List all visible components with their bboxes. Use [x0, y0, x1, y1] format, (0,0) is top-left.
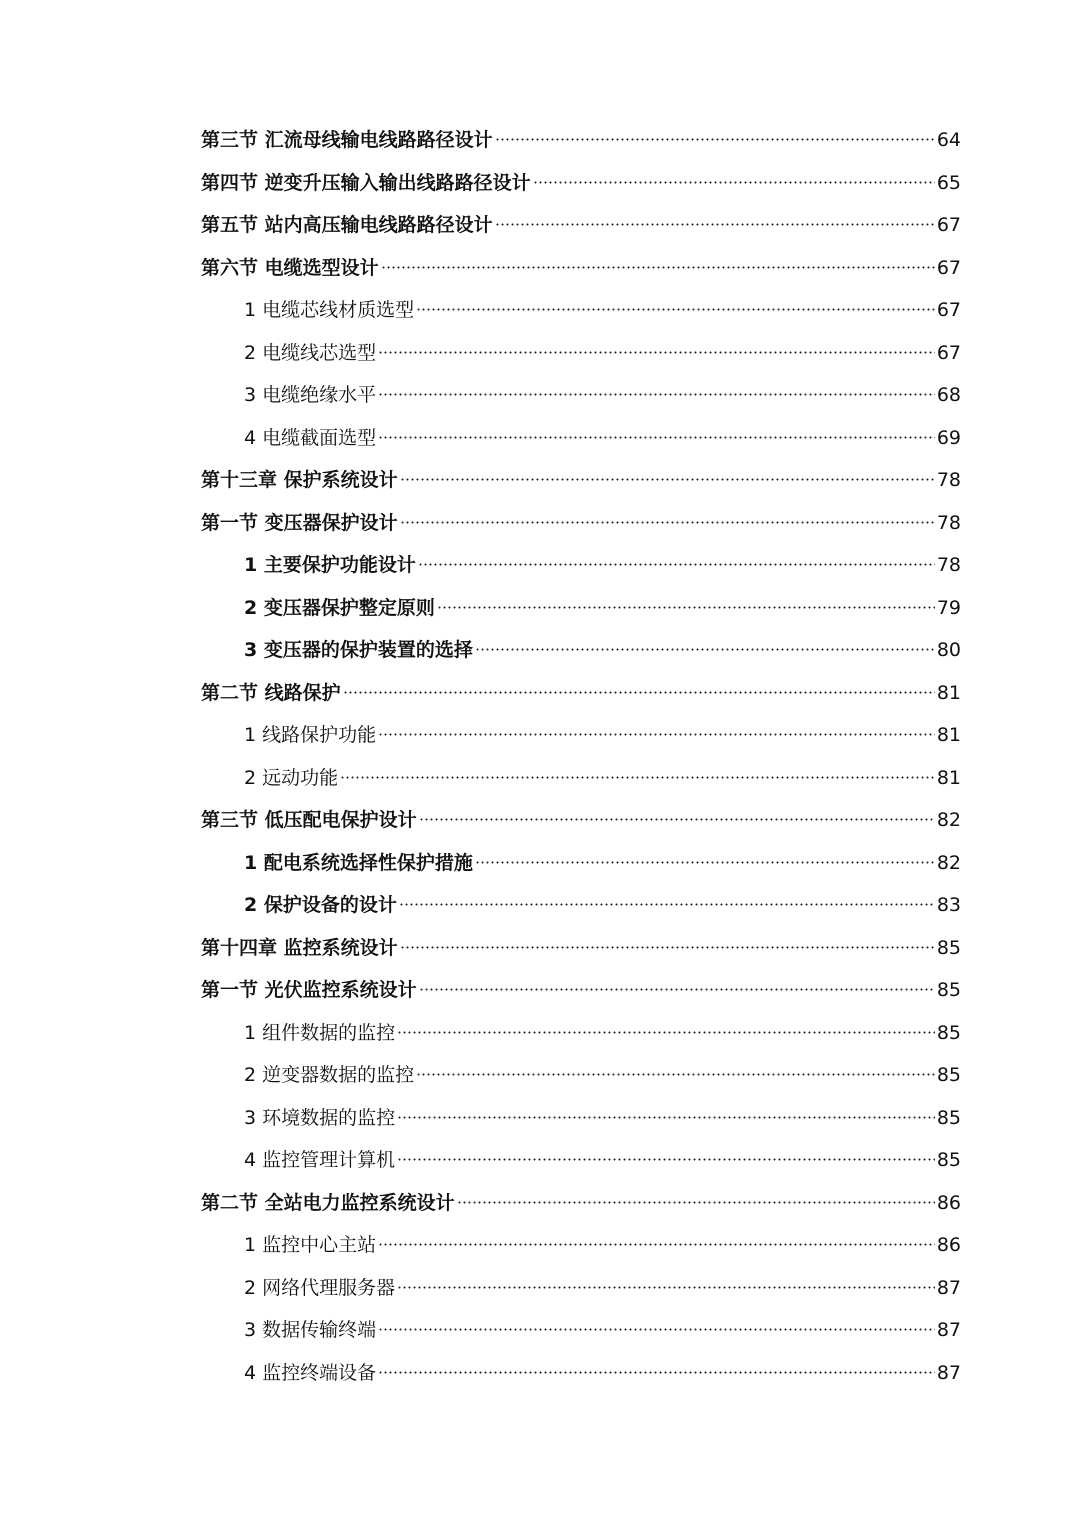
toc-page-number: 85 — [936, 1064, 961, 1086]
toc-entry-title: 第三节 汇流母线输电线路路径设计 — [201, 129, 493, 151]
dot-leader — [378, 436, 935, 439]
toc-page-number: 79 — [936, 596, 961, 619]
toc-entry-title: 第五节 站内高压输电线路路径设计 — [201, 214, 493, 236]
toc-page-number: 80 — [936, 639, 961, 661]
toc-entry-subsection[interactable] — [201, 1267, 961, 1310]
toc-entry-subsection[interactable] — [201, 417, 961, 460]
toc-entry-title: 1 线路保护功能 — [244, 724, 377, 746]
toc-page-number: 85 — [936, 936, 961, 959]
toc-entry-title: 1 主要保护功能设计 — [244, 554, 416, 576]
toc-entry-subsection[interactable] — [201, 714, 961, 757]
toc-entry-title: 3 数据传输终端 — [244, 1319, 377, 1341]
dot-leader — [378, 733, 935, 736]
dot-leader — [378, 393, 935, 396]
toc-page-number: 67 — [936, 299, 961, 321]
toc-entry-subsection[interactable] — [201, 1097, 961, 1140]
toc-entry-title: 2 电缆线芯选型 — [244, 341, 377, 364]
toc-entry-title: 2 逆变器数据的监控 — [244, 1064, 415, 1086]
toc-page-number: 81 — [936, 681, 961, 704]
dot-leader — [475, 861, 935, 864]
dot-leader — [378, 1328, 935, 1331]
dot-leader — [437, 606, 935, 609]
dot-leader — [475, 648, 935, 651]
dot-leader — [416, 308, 935, 311]
toc-page-number: 78 — [936, 554, 961, 576]
toc-entry-subsection[interactable] — [201, 1224, 961, 1267]
toc-entry-section[interactable] — [201, 969, 961, 1012]
toc-page-number: 68 — [936, 384, 961, 406]
toc-entry-section[interactable] — [201, 927, 961, 970]
toc-entry-title: 1 配电系统选择性保护措施 — [244, 851, 473, 874]
toc-entry-subsection[interactable] — [201, 1309, 961, 1352]
toc-page-number: 85 — [936, 1106, 961, 1129]
dot-leader — [419, 818, 935, 821]
dot-leader — [495, 138, 935, 141]
dot-leader — [397, 1116, 935, 1119]
toc-entry-title: 3 环境数据的监控 — [244, 1106, 396, 1129]
toc-entry-section[interactable] — [201, 459, 961, 502]
toc-page-number: 87 — [936, 1361, 961, 1384]
toc-entry-section[interactable] — [201, 162, 961, 205]
dot-leader — [418, 563, 935, 566]
toc-entry-section[interactable] — [201, 502, 961, 545]
dot-leader — [378, 1243, 935, 1246]
toc-entry-title: 第一节 变压器保护设计 — [201, 511, 398, 534]
toc-entry-subsection[interactable] — [201, 374, 961, 417]
toc-entry-title: 第六节 电缆选型设计 — [201, 256, 379, 279]
toc-entry-section[interactable] — [201, 1182, 961, 1225]
dot-leader — [400, 521, 935, 524]
toc-page-number: 87 — [936, 1319, 961, 1341]
dot-leader — [533, 181, 935, 184]
dot-leader — [397, 1286, 935, 1289]
toc-page-number: 67 — [936, 256, 961, 279]
toc-entry-subsection[interactable] — [201, 332, 961, 375]
dot-leader — [381, 266, 935, 269]
toc-entry-subsection[interactable] — [201, 1012, 961, 1055]
toc-entry-title: 2 保护设备的设计 — [244, 894, 397, 916]
toc-page-number: 67 — [936, 341, 961, 364]
dot-leader — [378, 1371, 935, 1374]
toc-entry-section[interactable] — [201, 247, 961, 290]
dot-leader — [399, 903, 935, 906]
toc-entry-title: 2 变压器保护整定原则 — [244, 596, 435, 619]
toc-entry-title: 4 监控管理计算机 — [244, 1149, 396, 1171]
toc-page-number: 85 — [936, 979, 961, 1001]
toc-entry-title: 第十四章 监控系统设计 — [201, 936, 398, 959]
toc-page-number: 65 — [936, 171, 961, 194]
toc-entry-subsection[interactable] — [201, 587, 961, 630]
dot-leader — [419, 988, 935, 991]
toc-page-number: 86 — [936, 1191, 961, 1214]
toc-entry-title: 第三节 低压配电保护设计 — [201, 809, 417, 831]
toc-entry-title: 第一节 光伏监控系统设计 — [201, 979, 417, 1001]
dot-leader — [400, 478, 935, 481]
dot-leader — [457, 1201, 935, 1204]
toc-entry-subsection[interactable] — [201, 544, 961, 587]
table-of-contents — [201, 119, 961, 1394]
dot-leader — [397, 1158, 935, 1161]
toc-page-number: 81 — [936, 766, 961, 789]
toc-page-number: 82 — [936, 851, 961, 874]
toc-page-number: 69 — [936, 426, 961, 449]
dot-leader — [397, 1031, 935, 1034]
toc-page-number: 81 — [936, 724, 961, 746]
toc-entry-subsection[interactable] — [201, 842, 961, 885]
toc-entry-subsection[interactable] — [201, 1352, 961, 1395]
toc-page-number: 82 — [936, 809, 961, 831]
toc-entry-subsection[interactable] — [201, 289, 961, 332]
toc-entry-subsection[interactable] — [201, 1139, 961, 1182]
toc-entry-title: 1 组件数据的监控 — [244, 1021, 396, 1044]
toc-page-number: 78 — [936, 511, 961, 534]
toc-entry-title: 4 电缆截面选型 — [244, 426, 377, 449]
dot-leader — [378, 351, 935, 354]
dot-leader — [495, 223, 935, 226]
toc-entry-section[interactable] — [201, 799, 961, 842]
toc-entry-title: 4 监控终端设备 — [244, 1361, 377, 1384]
dot-leader — [416, 1073, 935, 1076]
toc-page-number: 67 — [936, 214, 961, 236]
toc-page-number: 78 — [936, 469, 961, 491]
toc-entry-subsection[interactable] — [201, 1054, 961, 1097]
toc-page-number: 64 — [936, 129, 961, 151]
toc-entry-title: 2 远动功能 — [244, 766, 339, 789]
toc-entry-subsection[interactable] — [201, 884, 961, 927]
toc-entry-title: 第十三章 保护系统设计 — [201, 469, 398, 491]
dot-leader — [400, 946, 935, 949]
toc-entry-title: 2 网络代理服务器 — [244, 1276, 396, 1299]
toc-entry-subsection[interactable] — [201, 629, 961, 672]
toc-page-number: 85 — [936, 1149, 961, 1171]
toc-page-number: 87 — [936, 1276, 961, 1299]
toc-entry-section[interactable] — [201, 672, 961, 715]
toc-entry-title: 第二节 线路保护 — [201, 681, 341, 704]
toc-page-number: 83 — [936, 894, 961, 916]
toc-entry-title: 第二节 全站电力监控系统设计 — [201, 1191, 455, 1214]
toc-entry-title: 第四节 逆变升压输入输出线路路径设计 — [201, 171, 531, 194]
toc-page-number: 85 — [936, 1021, 961, 1044]
toc-page-number: 86 — [936, 1234, 961, 1256]
dot-leader — [340, 776, 935, 779]
toc-entry-section[interactable] — [201, 119, 961, 162]
toc-entry-subsection[interactable] — [201, 757, 961, 800]
toc-entry-title: 3 电缆绝缘水平 — [244, 384, 377, 406]
dot-leader — [343, 691, 935, 694]
toc-entry-section[interactable] — [201, 204, 961, 247]
toc-entry-title: 1 电缆芯线材质选型 — [244, 299, 415, 321]
toc-entry-title: 1 监控中心主站 — [244, 1234, 377, 1256]
toc-entry-title: 3 变压器的保护装置的选择 — [244, 639, 473, 661]
